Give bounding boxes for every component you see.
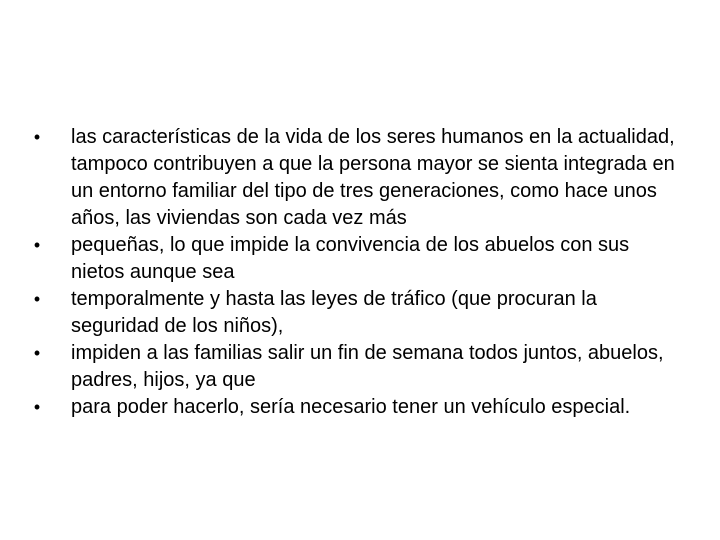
bullet-item: [30, 340, 682, 394]
bullet-item: [30, 286, 682, 340]
bullet-text: pequeñas, lo que impide la convivencia de los abuelos con sus nietos aunque sea: [71, 234, 630, 283]
bullet-item: [30, 124, 682, 232]
bullet-dot-icon: •: [33, 397, 41, 417]
bullet-text: para poder hacerlo, sería necesario tener un vehículo especial.: [71, 396, 631, 418]
bullet-list: [30, 124, 682, 421]
bullet-dot-icon: •: [33, 235, 41, 255]
bullet-text: impiden a las familias salir un fin de semana todos juntos, abuelos, padres, hijos, ya que: [71, 342, 664, 391]
bullet-item: [30, 232, 682, 286]
bullet-text: las características de la vida de los seres humanos en la actualidad, tampoco contribuyen a que la persona mayor se sienta integrada en un entorno familiar del tipo de tres generaciones, como hace unos años, las viviendas son cada vez más: [71, 126, 675, 229]
bullet-text: temporalmente y hasta las leyes de tráfico (que procuran la seguridad de los niños),: [71, 288, 597, 337]
bullet-dot-icon: •: [33, 343, 41, 363]
bullet-item: [30, 394, 682, 421]
bullet-dot-icon: •: [33, 289, 41, 309]
bullet-dot-icon: •: [33, 127, 41, 147]
